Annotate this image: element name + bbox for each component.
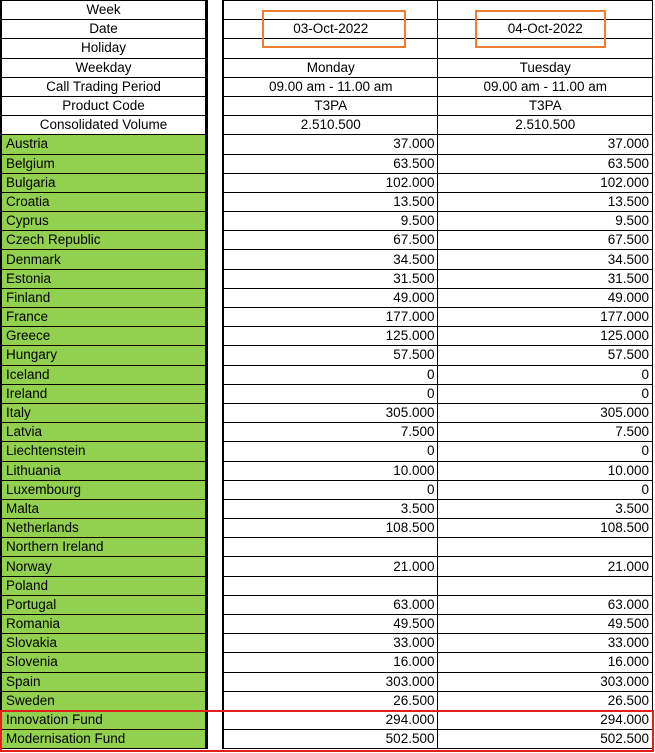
country-values-row	[223, 173, 653, 192]
holiday-label: Holiday	[1, 39, 207, 58]
volume-value-day1: 10.000	[223, 461, 438, 480]
date-cell-day1: 03-Oct-2022	[223, 20, 438, 39]
country-row	[1, 499, 207, 518]
volume-value-day2: 3.500	[438, 499, 653, 518]
volume-value-day2: 34.500	[438, 250, 653, 269]
volume-value-day2	[438, 576, 653, 595]
volume-value-day1: 67.500	[223, 231, 438, 250]
volume-value-day2: 16.000	[438, 653, 653, 672]
volume-value-day2: 305.000	[438, 403, 653, 422]
country-values-row	[223, 308, 653, 327]
weekday-label: Weekday	[1, 58, 207, 77]
product-cell-day1: T3PA	[223, 96, 438, 115]
country-values-row	[223, 288, 653, 307]
volume-value-day1: 7.500	[223, 423, 438, 442]
country-values-row	[223, 442, 653, 461]
country-row	[1, 538, 207, 557]
volume-value-day1	[223, 576, 438, 595]
country-name: Luxembourg	[1, 480, 207, 499]
country-name: Slovakia	[1, 634, 207, 653]
country-name: Spain	[1, 672, 207, 691]
country-row	[1, 691, 207, 710]
country-values-row	[223, 615, 653, 634]
volume-value-day2: 10.000	[438, 461, 653, 480]
call-period-label: Call Trading Period	[1, 77, 207, 96]
volume-value-day2: 0	[438, 365, 653, 384]
country-name: Latvia	[1, 423, 207, 442]
country-name: Modernisation Fund	[1, 730, 207, 749]
volume-value-day1: 108.500	[223, 519, 438, 538]
volume-value-day1: 303.000	[223, 672, 438, 691]
volume-value-day1: 37.000	[223, 135, 438, 154]
country-name: Greece	[1, 327, 207, 346]
volume-value-day1: 33.000	[223, 634, 438, 653]
volume-value-day1: 63.500	[223, 154, 438, 173]
volume-cell-day2: 2.510.500	[438, 116, 653, 135]
volume-value-day1	[223, 538, 438, 557]
country-values-row	[223, 365, 653, 384]
country-row	[1, 576, 207, 595]
country-name: Romania	[1, 615, 207, 634]
product-code-label: Product Code	[1, 96, 207, 115]
volume-value-day1: 34.500	[223, 250, 438, 269]
volume-value-day2: 7.500	[438, 423, 653, 442]
volume-value-day1: 125.000	[223, 327, 438, 346]
country-values-row	[223, 212, 653, 231]
country-row	[1, 212, 207, 231]
country-row	[1, 365, 207, 384]
country-values-row	[223, 269, 653, 288]
volume-value-day2: 502.500	[438, 730, 653, 749]
country-row	[1, 461, 207, 480]
volume-value-day1: 3.500	[223, 499, 438, 518]
country-name: Liechtenstein	[1, 442, 207, 461]
volume-value-day2: 303.000	[438, 672, 653, 691]
date-cell-day2: 04-Oct-2022	[438, 20, 653, 39]
country-name: Northern Ireland	[1, 538, 207, 557]
country-row	[1, 327, 207, 346]
country-row	[1, 557, 207, 576]
country-values-row	[223, 538, 653, 557]
volume-value-day2: 33.000	[438, 634, 653, 653]
volume-value-day1: 21.000	[223, 557, 438, 576]
volume-value-day1: 0	[223, 365, 438, 384]
country-row	[1, 384, 207, 403]
country-name: Poland	[1, 576, 207, 595]
country-name: Malta	[1, 499, 207, 518]
country-name: Finland	[1, 288, 207, 307]
date-label: Date	[1, 20, 207, 39]
country-name: Denmark	[1, 250, 207, 269]
country-name: Sweden	[1, 691, 207, 710]
volume-value-day2: 37.000	[438, 135, 653, 154]
volume-value-day2: 125.000	[438, 327, 653, 346]
volume-value-day2: 294.000	[438, 710, 653, 729]
volume-value-day1: 9.500	[223, 212, 438, 231]
volume-value-day2	[438, 538, 653, 557]
volume-value-day2: 108.500	[438, 519, 653, 538]
country-name: Belgium	[1, 154, 207, 173]
volume-value-day2: 26.500	[438, 691, 653, 710]
country-name: Innovation Fund	[1, 710, 207, 729]
country-values-row	[223, 346, 653, 365]
country-name: Slovenia	[1, 653, 207, 672]
volume-value-day1: 63.000	[223, 595, 438, 614]
date-highlight-box-day1	[262, 10, 406, 48]
country-row	[1, 308, 207, 327]
country-values-row	[223, 403, 653, 422]
volume-value-day2: 21.000	[438, 557, 653, 576]
country-name: Cyprus	[1, 212, 207, 231]
volume-value-day2: 57.500	[438, 346, 653, 365]
volume-value-day2: 0	[438, 442, 653, 461]
country-name: Portugal	[1, 595, 207, 614]
country-row	[1, 135, 207, 154]
country-name: Czech Republic	[1, 231, 207, 250]
country-values-row	[223, 250, 653, 269]
country-name: Hungary	[1, 346, 207, 365]
volume-value-day2: 49.000	[438, 288, 653, 307]
volume-label: Consolidated Volume	[1, 116, 207, 135]
country-values-row	[223, 557, 653, 576]
volume-value-day1: 26.500	[223, 691, 438, 710]
country-values-row	[223, 691, 653, 710]
country-values-row	[223, 595, 653, 614]
country-values-row	[223, 499, 653, 518]
volume-value-day1: 13.500	[223, 192, 438, 211]
volume-value-day2: 63.000	[438, 595, 653, 614]
country-name: Austria	[1, 135, 207, 154]
volume-value-day1: 49.000	[223, 288, 438, 307]
country-row	[1, 269, 207, 288]
country-row	[1, 346, 207, 365]
country-values-row	[223, 634, 653, 653]
volume-value-day2: 49.500	[438, 615, 653, 634]
country-values-row	[223, 423, 653, 442]
country-values-row	[223, 653, 653, 672]
period-cell-day1: 09.00 am - 11.00 am	[223, 77, 438, 96]
country-name: Italy	[1, 403, 207, 422]
volume-value-day2: 31.500	[438, 269, 653, 288]
country-values-row	[223, 135, 653, 154]
country-values-row	[223, 231, 653, 250]
volume-value-day2: 67.500	[438, 231, 653, 250]
weekday-cell-day2: Tuesday	[438, 58, 653, 77]
country-values-row	[223, 327, 653, 346]
country-values-row	[223, 461, 653, 480]
country-row	[1, 403, 207, 422]
country-name: France	[1, 308, 207, 327]
country-values-row	[223, 154, 653, 173]
country-row	[1, 173, 207, 192]
country-row	[1, 480, 207, 499]
country-row	[1, 672, 207, 691]
volume-value-day1: 16.000	[223, 653, 438, 672]
country-name: Estonia	[1, 269, 207, 288]
volume-value-day1: 502.500	[223, 730, 438, 749]
volume-value-day2: 63.500	[438, 154, 653, 173]
country-name: Croatia	[1, 192, 207, 211]
volume-value-day1: 294.000	[223, 710, 438, 729]
column-gap	[210, 0, 222, 753]
volume-value-day1: 0	[223, 442, 438, 461]
volume-value-day1: 57.500	[223, 346, 438, 365]
volume-value-day1: 177.000	[223, 308, 438, 327]
country-row	[1, 250, 207, 269]
country-name: Norway	[1, 557, 207, 576]
country-name: Bulgaria	[1, 173, 207, 192]
country-name: Netherlands	[1, 519, 207, 538]
week-label: Week	[1, 1, 207, 20]
country-values-row	[223, 576, 653, 595]
volume-value-day2: 9.500	[438, 212, 653, 231]
product-cell-day2: T3PA	[438, 96, 653, 115]
country-row	[1, 231, 207, 250]
date-highlight-box-day2	[475, 10, 606, 48]
values-table	[222, 0, 653, 749]
weekday-cell-day1: Monday	[223, 58, 438, 77]
volume-value-day1: 305.000	[223, 403, 438, 422]
country-values-row	[223, 672, 653, 691]
volume-value-day1: 49.500	[223, 615, 438, 634]
country-name: Lithuania	[1, 461, 207, 480]
country-values-row	[223, 519, 653, 538]
country-row	[1, 192, 207, 211]
period-cell-day2: 09.00 am - 11.00 am	[438, 77, 653, 96]
country-row	[1, 615, 207, 634]
country-values-row	[223, 480, 653, 499]
label-column-table	[0, 0, 208, 749]
volume-value-day2: 102.000	[438, 173, 653, 192]
country-values-row	[223, 384, 653, 403]
volume-value-day2: 0	[438, 384, 653, 403]
volume-value-day1: 0	[223, 384, 438, 403]
fund-highlight-box	[0, 710, 654, 752]
country-row	[1, 519, 207, 538]
country-name: Iceland	[1, 365, 207, 384]
country-row	[1, 442, 207, 461]
volume-value-day1: 102.000	[223, 173, 438, 192]
volume-value-day2: 13.500	[438, 192, 653, 211]
volume-value-day1: 0	[223, 480, 438, 499]
country-row	[1, 288, 207, 307]
volume-value-day2: 0	[438, 480, 653, 499]
country-row	[1, 595, 207, 614]
country-row	[1, 653, 207, 672]
country-name: Ireland	[1, 384, 207, 403]
country-row	[1, 634, 207, 653]
volume-value-day2: 177.000	[438, 308, 653, 327]
country-row	[1, 423, 207, 442]
country-values-row	[223, 192, 653, 211]
volume-cell-day1: 2.510.500	[223, 116, 438, 135]
country-row	[1, 154, 207, 173]
volume-value-day1: 31.500	[223, 269, 438, 288]
